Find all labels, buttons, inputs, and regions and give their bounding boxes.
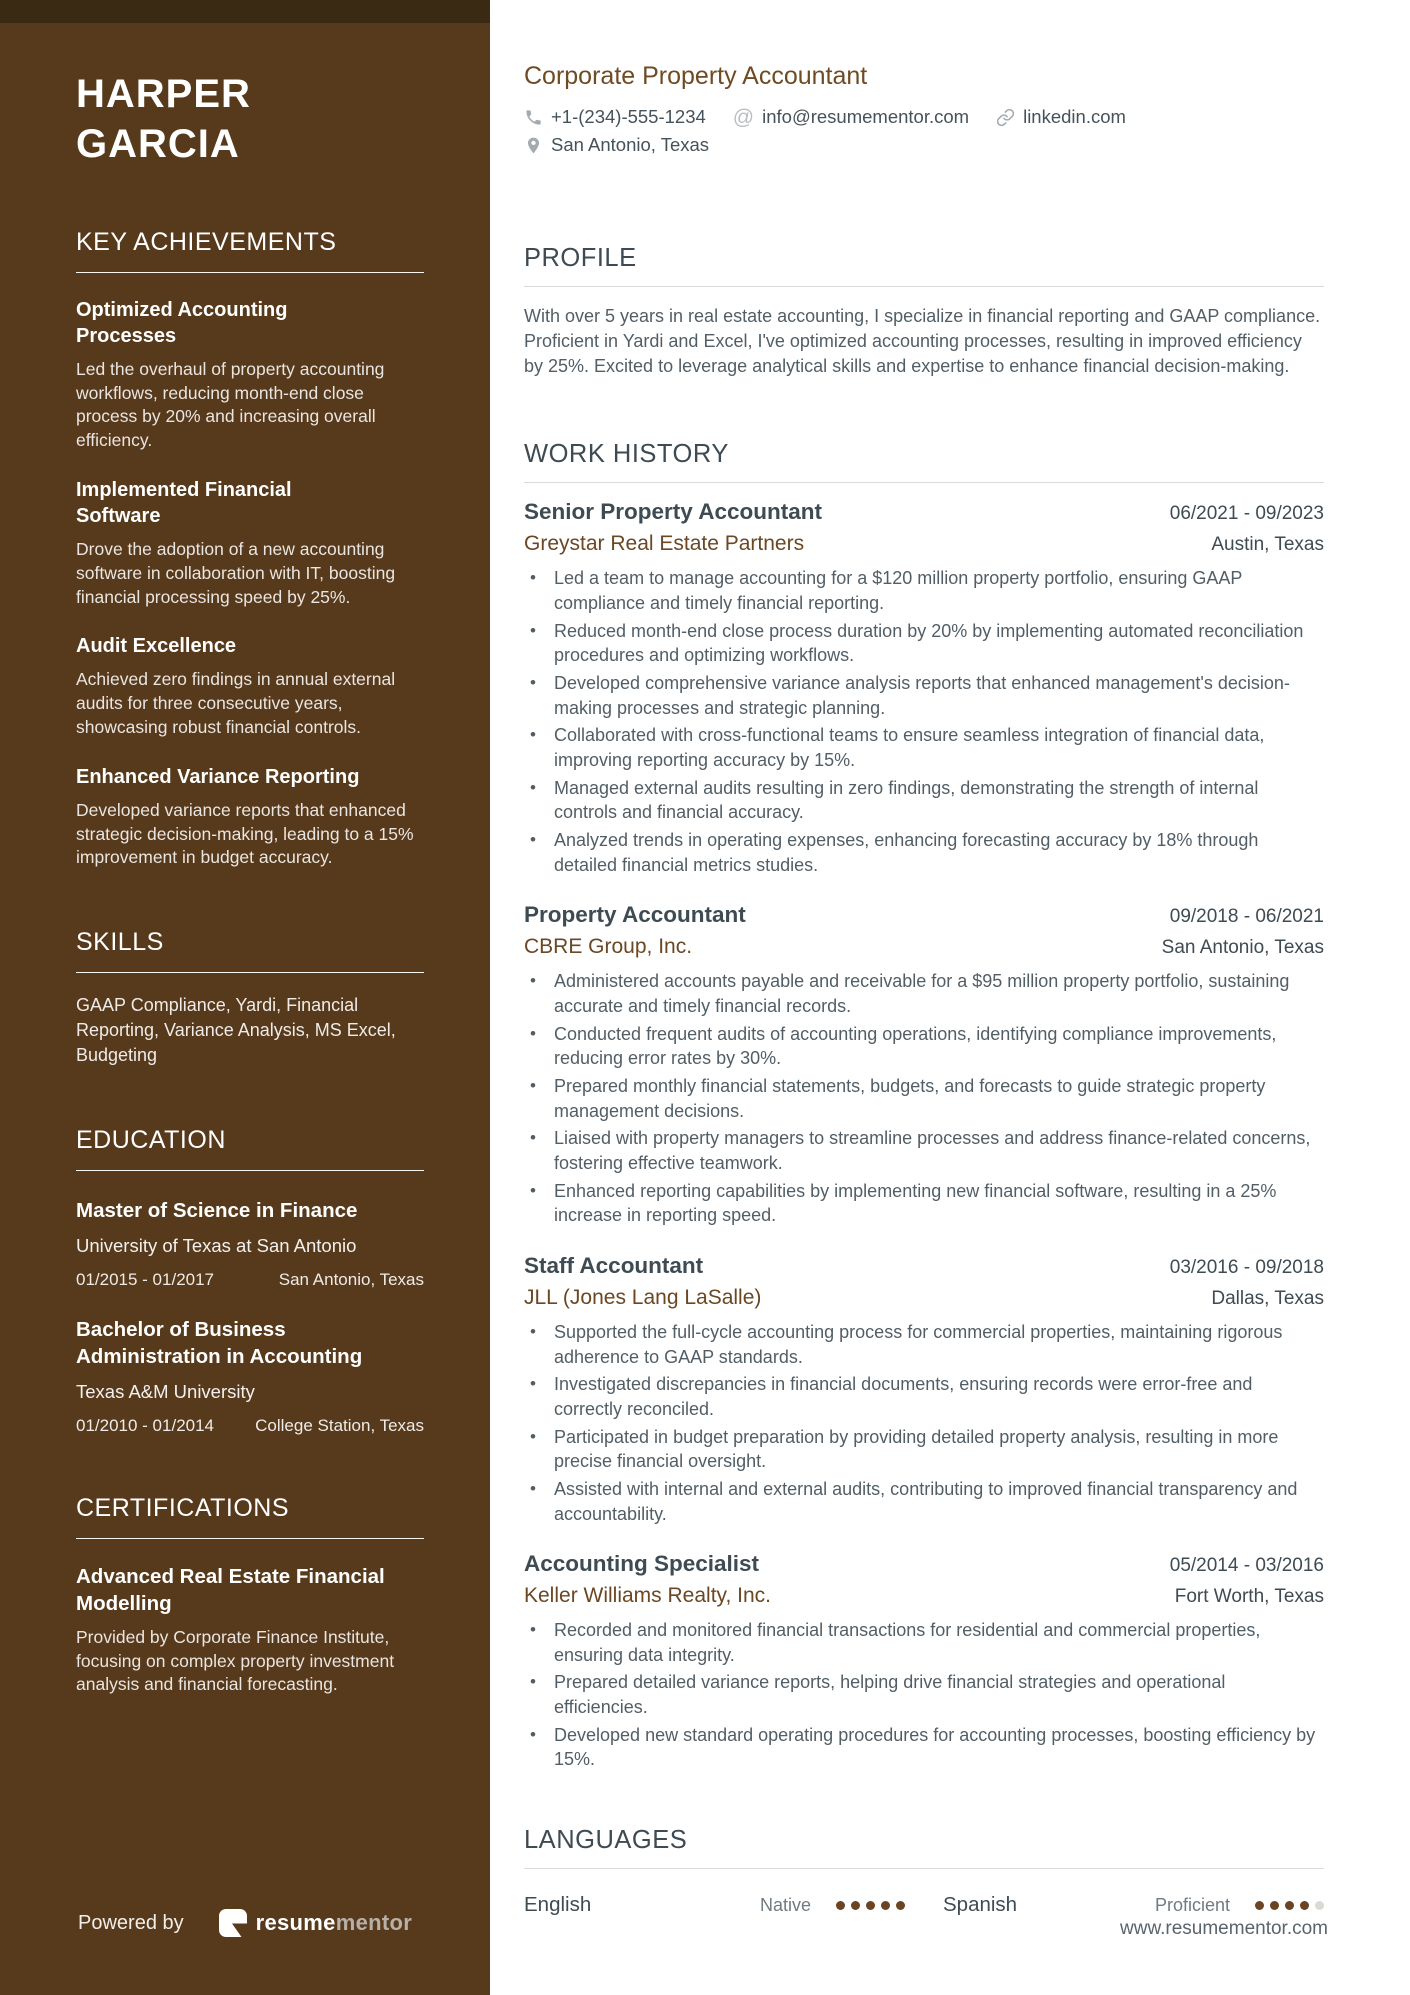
job-bullet: • Administered accounts payable and receivable for a $95 million property portfolio, sustaining accurate and timely financial records. xyxy=(524,969,1324,1018)
job-bullet: • Assisted with internal and external audits, contributing to improved financial transparency and accountability. xyxy=(524,1477,1324,1526)
achievement-description: Led the overhaul of property accounting workflows, reducing month-end close process by 20% and increasing overall efficiency. xyxy=(76,358,385,451)
job-target-title: Corporate Property Accountant xyxy=(524,62,868,90)
sidebar-content xyxy=(0,23,490,1697)
proficiency-dot-filled xyxy=(1270,1901,1279,1910)
degree-title: Bachelor of Business Administration in Accounting xyxy=(76,1317,363,1368)
job-bullet: • Supported the full-cycle accounting process for commercial properties, maintaining rigorous adherence to GAAP standards. xyxy=(524,1320,1324,1369)
job-location: Dallas, Texas xyxy=(1211,1287,1324,1309)
job-bullet: • Participated in budget preparation by providing detailed property analysis, resulting in more precise financial oversight. xyxy=(524,1425,1324,1474)
job-bullet: • Collaborated with cross-functional teams to ensure seamless integration of financial data, improving reporting accuracy by 15%. xyxy=(524,723,1324,772)
job-bullet: • Analyzed trends in operating expenses, enhancing forecasting accuracy by 18% through detailed financial metrics studies. xyxy=(524,828,1324,877)
company-name: CBRE Group, Inc. xyxy=(524,935,693,959)
email-icon: @ xyxy=(732,105,755,129)
skills-text: GAAP Compliance, Yardi, Financial Reporting, Variance Analysis, MS Excel, Budgeting xyxy=(76,995,396,1065)
company-name: JLL (Jones Lang LaSalle) xyxy=(524,1285,762,1309)
language-name: English xyxy=(524,1893,592,1917)
job-bullet: • Enhanced reporting capabilities by implementing new financial software, resulting in a 25% increase in reporting speed. xyxy=(524,1179,1324,1228)
job-entry xyxy=(524,499,1324,877)
job-title: Senior Property Accountant xyxy=(524,499,822,525)
school-name: University of Texas at San Antonio xyxy=(76,1234,357,1256)
education-list xyxy=(76,1197,424,1436)
job-bullet: • Recorded and monitored financial transactions for residential and commercial properties, ensuring data integrity. xyxy=(524,1618,1324,1667)
job-bullet: • Managed external audits resulting in zero findings, demonstrating the strength of internal controls and financial accuracy. xyxy=(524,776,1324,825)
education-location: San Antonio, Texas xyxy=(278,1269,424,1289)
job-bullet: • Liaised with property managers to streamline processes and address finance-related concerns, fostering effective teamwork. xyxy=(524,1126,1324,1175)
proficiency-dot-filled xyxy=(1300,1901,1309,1910)
section-divider xyxy=(76,972,424,973)
achievement-description: Achieved zero findings in annual external audits for three consecutive years, showcasing robust financial controls. xyxy=(76,669,396,737)
resumementor-logo-icon xyxy=(218,1908,248,1938)
certification-item xyxy=(76,1563,424,1697)
linkedin-contact xyxy=(996,106,1126,128)
certifications-section xyxy=(76,1494,424,1697)
job-dates: 05/2014 - 03/2016 xyxy=(1169,1555,1324,1577)
job-entry xyxy=(524,902,1324,1228)
skills-heading: SKILLS xyxy=(76,928,164,957)
certifications-heading: CERTIFICATIONS xyxy=(76,1493,290,1522)
job-title-row xyxy=(524,1551,1324,1577)
section-divider xyxy=(524,1868,1324,1869)
job-bullet: • Conducted frequent audits of accounting operations, identifying compliance improvements, reducing error rates by 30%. xyxy=(524,1022,1324,1071)
education-meta xyxy=(76,1270,424,1290)
language-proficiency-dots xyxy=(1255,1901,1324,1910)
location-text: San Antonio, Texas xyxy=(551,134,710,155)
key-achievements-heading: KEY ACHIEVEMENTS xyxy=(76,227,337,256)
education-dates: 01/2010 - 01/2014 xyxy=(76,1415,215,1435)
linkedin-url[interactable]: linkedin.com xyxy=(1023,106,1126,127)
achievement-title: Audit Excellence xyxy=(76,635,237,658)
person-name: HARPER GARCIA xyxy=(76,72,251,167)
language-name: Spanish xyxy=(943,1893,1018,1917)
job-bullets xyxy=(524,566,1324,877)
achievement-item xyxy=(76,477,424,609)
job-bullet: • Prepared detailed variance reports, helping drive financial strategies and operational efficiencies. xyxy=(524,1670,1324,1719)
language-level: Proficient xyxy=(1154,1894,1230,1915)
section-divider xyxy=(524,286,1324,287)
achievement-item xyxy=(76,633,424,739)
achievement-item xyxy=(76,297,424,453)
resumementor-brand[interactable] xyxy=(218,1908,412,1938)
job-location: San Antonio, Texas xyxy=(1161,937,1324,959)
language-level: Native xyxy=(759,1894,811,1915)
proficiency-dot-filled xyxy=(896,1901,905,1910)
proficiency-dot-filled xyxy=(866,1901,875,1910)
proficiency-dot-filled xyxy=(1285,1901,1294,1910)
proficiency-dot-filled xyxy=(1255,1901,1264,1910)
job-title-row xyxy=(524,1253,1324,1279)
certification-description: Provided by Corporate Finance Institute, focusing on complex property investment analysis and financial forecasting. xyxy=(76,1626,395,1695)
section-divider xyxy=(524,482,1324,483)
brand-word-mentor: mentor xyxy=(335,1910,413,1935)
job-company-row xyxy=(524,1286,1324,1310)
location-pin-icon xyxy=(524,136,543,155)
achievement-title: Implemented Financial Software xyxy=(76,478,292,527)
languages-heading: LANGUAGES xyxy=(524,1826,688,1855)
phone-contact xyxy=(524,106,706,128)
language-item xyxy=(919,1893,1324,1917)
job-entry xyxy=(524,1551,1324,1772)
job-bullets xyxy=(524,969,1324,1228)
profile-section xyxy=(524,244,1324,378)
job-location: Fort Worth, Texas xyxy=(1174,1586,1324,1608)
achievement-description: Developed variance reports that enhanced strategic decision-making, leading to a 15% improvement in budget accuracy. xyxy=(76,799,414,868)
job-bullet: • Led a team to manage accounting for a $120 million property portfolio, ensuring GAAP compliance and timely financial reporting. xyxy=(524,566,1324,615)
contact-row-1 xyxy=(524,106,1324,128)
sidebar xyxy=(0,0,490,1995)
email-contact xyxy=(733,106,969,128)
job-dates: 09/2018 - 06/2021 xyxy=(1169,906,1324,928)
work-history-section xyxy=(524,440,1324,1772)
job-title-row xyxy=(524,499,1324,525)
education-entry xyxy=(76,1316,424,1436)
education-location: College Station, Texas xyxy=(255,1415,424,1435)
education-entry xyxy=(76,1197,424,1290)
job-company-row xyxy=(524,532,1324,556)
job-title-row xyxy=(524,902,1324,928)
education-section xyxy=(76,1126,424,1436)
work-history-heading: WORK HISTORY xyxy=(524,440,729,469)
sidebar-top-band xyxy=(0,0,490,23)
job-title: Staff Accountant xyxy=(524,1252,704,1278)
proficiency-dot-filled xyxy=(836,1901,845,1910)
job-bullets xyxy=(524,1320,1324,1526)
job-bullet: • Reduced month-end close process duration by 20% by implementing automated reconciliation procedures and optimizing workflows. xyxy=(524,619,1324,668)
education-dates: 01/2015 - 01/2017 xyxy=(76,1269,215,1289)
job-bullet: • Investigated discrepancies in financial documents, ensuring records were error-free and correctly reconciled. xyxy=(524,1372,1324,1421)
section-divider xyxy=(76,1538,424,1539)
job-dates: 03/2016 - 09/2018 xyxy=(1169,1256,1324,1278)
certification-title: Advanced Real Estate Financial Modelling xyxy=(76,1564,385,1615)
resumementor-wordmark xyxy=(256,1910,412,1936)
profile-heading: PROFILE xyxy=(524,244,637,272)
job-bullet: • Developed new standard operating procedures for accounting processes, boosting efficiency by 15%. xyxy=(524,1723,1324,1772)
phone-icon xyxy=(524,108,543,127)
job-bullets xyxy=(524,1618,1324,1772)
proficiency-dot-filled xyxy=(881,1901,890,1910)
contact-row-2 xyxy=(524,134,1324,156)
school-name: Texas A&M University xyxy=(76,1380,255,1402)
phone-number[interactable]: +1-(234)-555-1234 xyxy=(551,106,706,127)
job-dates: 06/2021 - 09/2023 xyxy=(1169,503,1324,525)
education-meta xyxy=(76,1416,424,1436)
achievements-list xyxy=(76,297,424,870)
company-name: Greystar Real Estate Partners xyxy=(524,532,805,556)
achievement-title: Optimized Accounting Processes xyxy=(76,298,288,347)
key-achievements-section xyxy=(76,228,424,870)
link-icon xyxy=(996,108,1015,127)
profile-text: With over 5 years in real estate accounting, I specialize in financial reporting and GAAP compliance. Proficient in Yardi and Excel, I've optimized accounting processes, resulting in improved efficiency by 25%. Excited to leverage analytical skills and expertise to enhance financial decision-making. xyxy=(524,306,1321,376)
job-bullet: • Prepared monthly financial statements, budgets, and forecasts to guide strategic property management decisions. xyxy=(524,1074,1324,1123)
achievement-description: Drove the adoption of a new accounting software in collaboration with IT, boosting financial processing speed by 25%. xyxy=(76,538,396,607)
certifications-list xyxy=(76,1563,424,1697)
achievement-title: Enhanced Variance Reporting xyxy=(76,765,360,788)
achievement-item xyxy=(76,764,424,870)
company-name: Keller Williams Realty, Inc. xyxy=(524,1584,771,1608)
language-proficiency-dots xyxy=(836,1901,905,1910)
job-title: Accounting Specialist xyxy=(524,1551,760,1577)
powered-by-label: Powered by xyxy=(78,1911,184,1934)
skills-section xyxy=(76,928,424,1067)
languages-row xyxy=(524,1893,1324,1917)
languages-section xyxy=(524,1826,1324,1917)
proficiency-dot-empty xyxy=(1315,1901,1324,1910)
job-bullet: • Developed comprehensive variance analysis reports that enhanced management's decision-making processes and strategic planning. xyxy=(524,671,1324,720)
brand-word-resume: resume xyxy=(255,1910,336,1935)
powered-by-footer xyxy=(78,1908,412,1938)
proficiency-dot-filled xyxy=(851,1901,860,1910)
job-company-row xyxy=(524,935,1324,959)
job-company-row xyxy=(524,1584,1324,1608)
section-divider xyxy=(76,272,424,273)
section-divider xyxy=(76,1170,424,1171)
education-heading: EDUCATION xyxy=(76,1125,226,1154)
location-contact xyxy=(524,134,709,156)
main-column xyxy=(490,0,1410,1917)
job-location: Austin, Texas xyxy=(1211,534,1324,556)
degree-title: Master of Science in Finance xyxy=(76,1198,358,1222)
email-address[interactable]: info@resumementor.com xyxy=(762,106,970,127)
job-entry xyxy=(524,1253,1324,1526)
language-item xyxy=(524,1893,919,1917)
website-footer[interactable]: www.resumementor.com xyxy=(1120,1918,1329,1939)
jobs-list xyxy=(524,499,1324,1772)
job-title: Property Accountant xyxy=(524,902,746,928)
